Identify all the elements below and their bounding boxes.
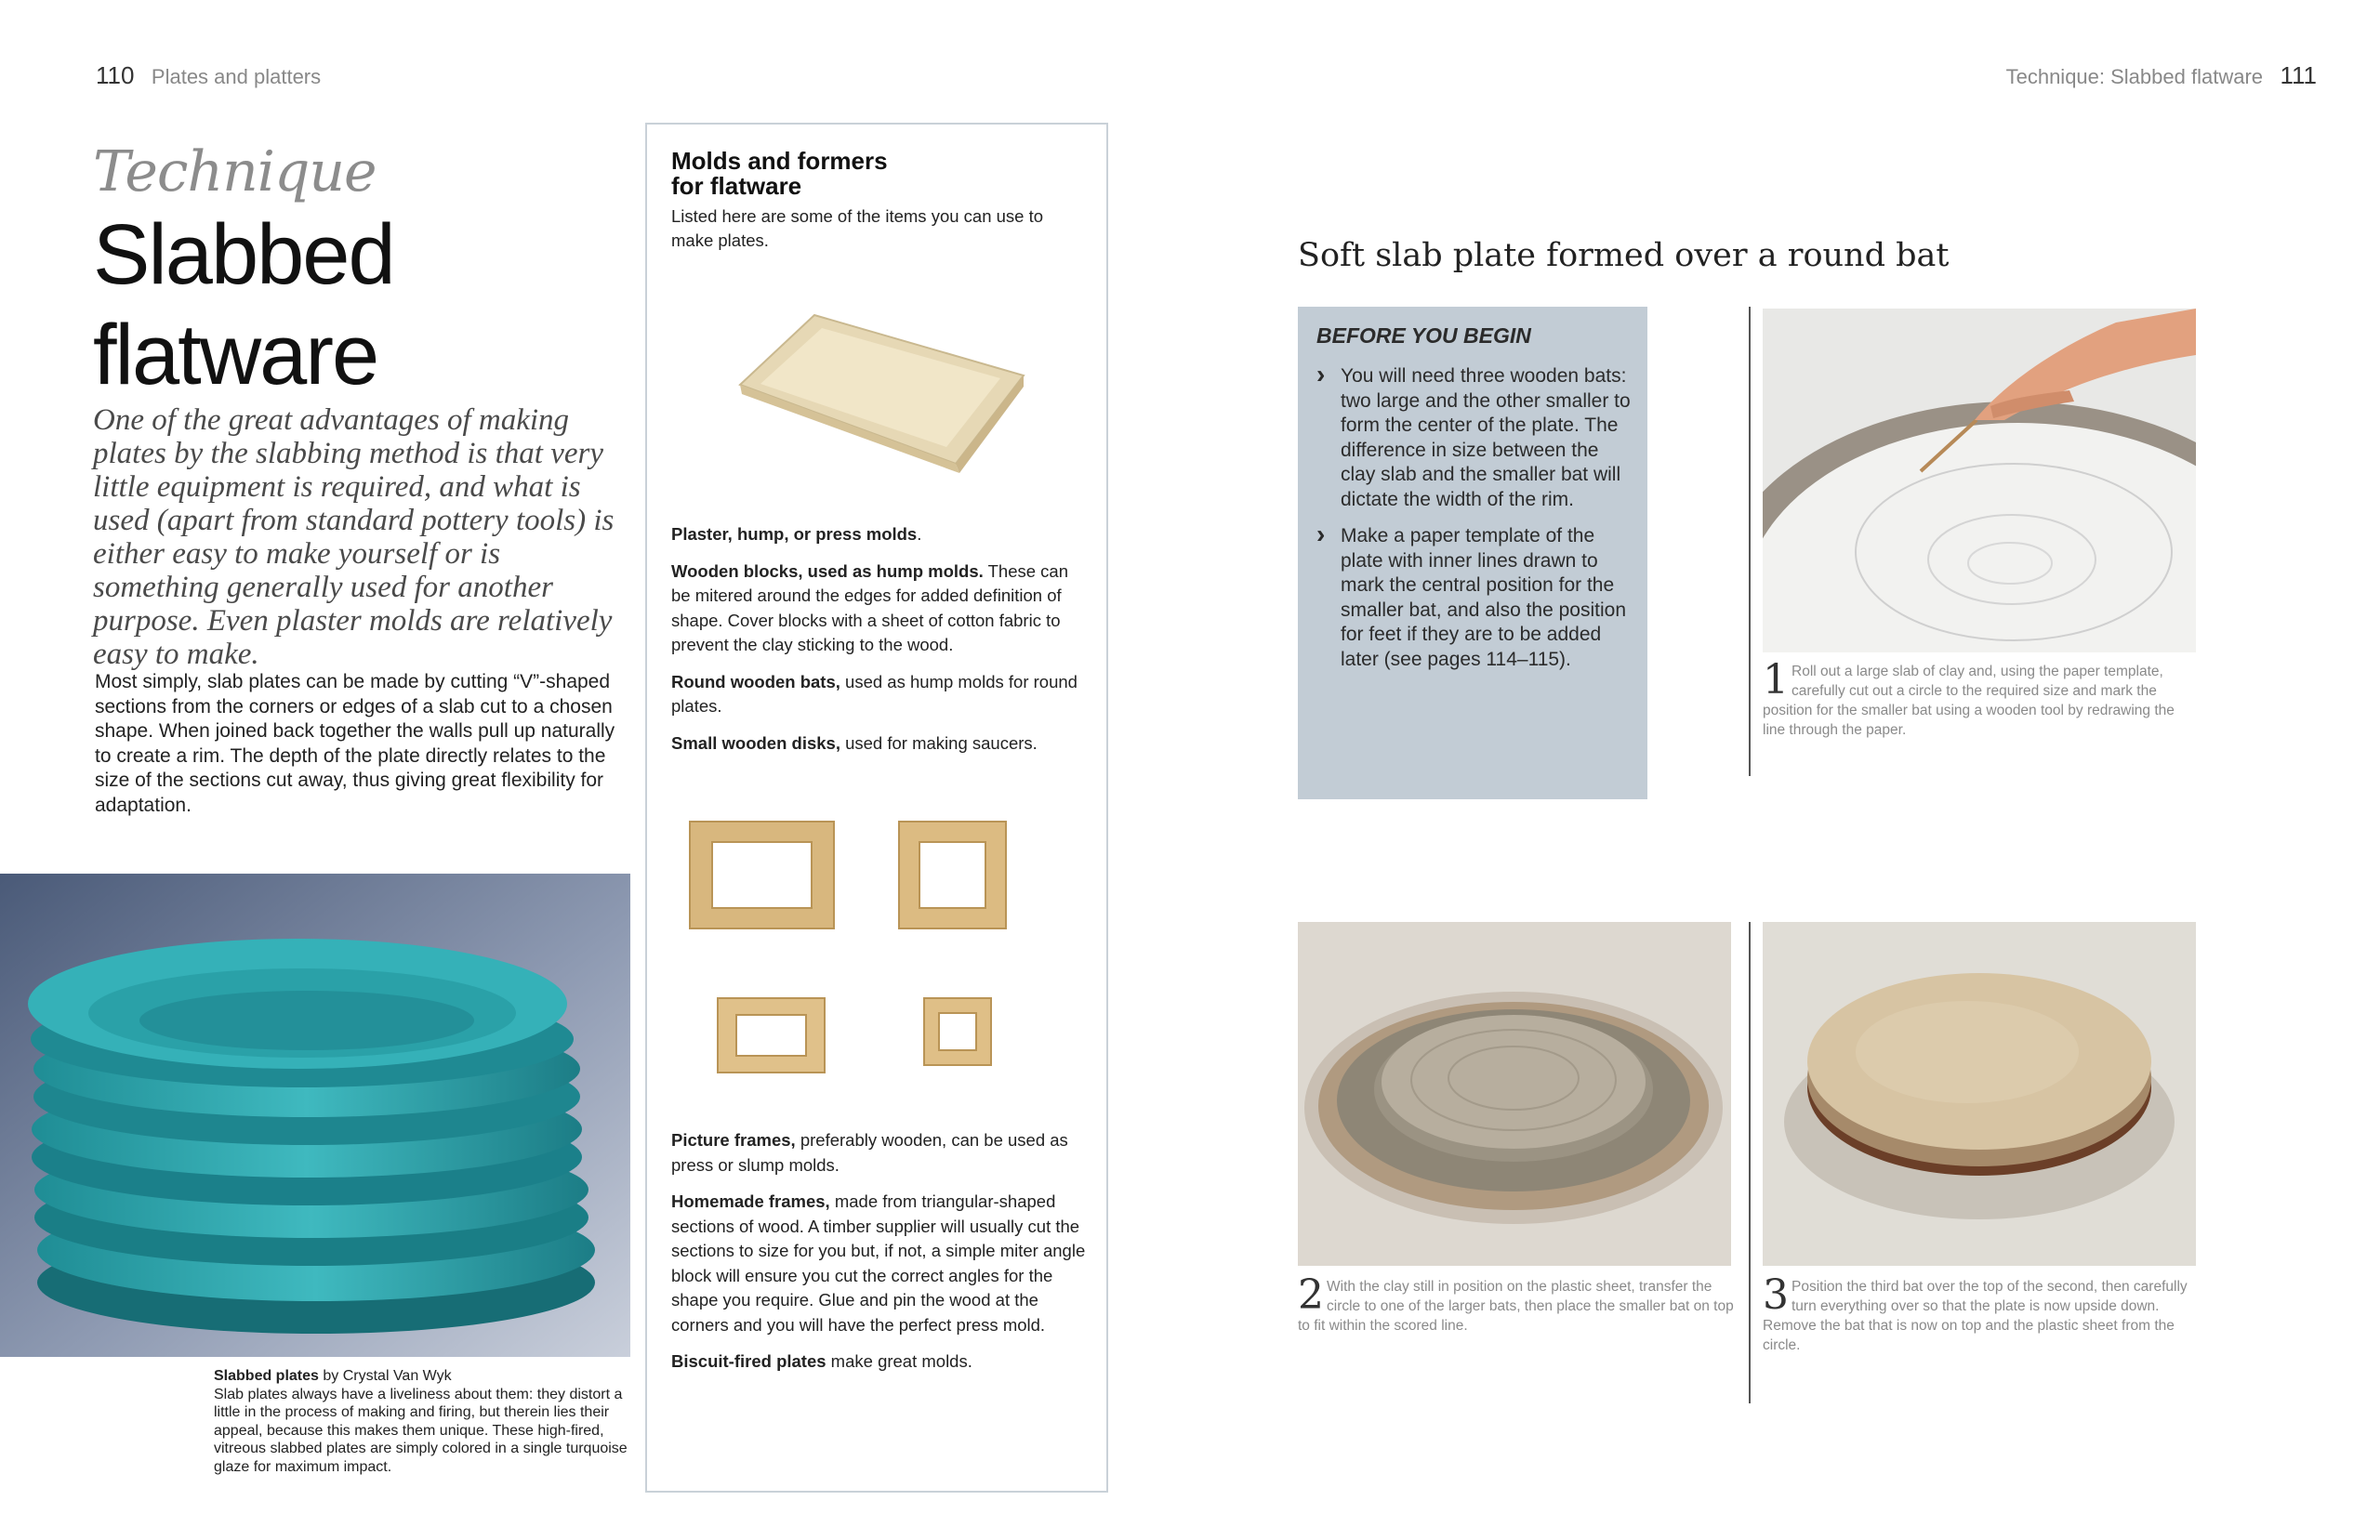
left-page-number: 110: [96, 61, 135, 89]
step-2-caption: [1298, 1271, 1735, 1336]
right-page-number: 111: [2280, 61, 2317, 89]
step-1-number: 1: [1763, 656, 1789, 704]
intro-paragraph: One of the great advantages of making plates by the slabbing method is that very little equipment is required, and what is used (apart from standard pottery tools) is either easy to make yourself or is something generally used for another purpose. Even plaster molds are relatively easy to make.: [93, 403, 615, 671]
step-1-text: Roll out a large slab of clay and, using the paper template, carefully cut out a circle to the required size and mark the position for the smaller bat using a wooden tool by redrawing the line through the paper.: [1763, 664, 2175, 738]
molds-sidebar: [645, 123, 1108, 1493]
before-you-begin-heading: BEFORE YOU BEGIN: [1316, 323, 1531, 348]
sidebar-item: Biscuit-fired plates make great molds.: [671, 1351, 972, 1371]
sidebar-item: Homemade frames, made from triangular-shaped sections of wood. A timber supplier will usually cut the sections to size for you but, if not, a simple miter angle block will ensure you cut the correct angles for the shape you require. Glue and pin the wood at the corners and you will have the perfect press mold.: [671, 1191, 1086, 1335]
slabbed-plates-photo: [0, 874, 630, 1357]
page-title: [93, 204, 394, 405]
caption-text: Slab plates always have a liveliness about them: they distort a little in the process of making and firing, but therein lies their appeal, because this makes them unique. These high-fired, vitreous slabbed plates are simply colored in a single turquoise glaze for maximum impact.: [214, 1386, 628, 1475]
step-3-text: Position the third bat over the top of the second, then carefully turn everything over so that the plate is now upside down. Remove the bat that is now on top and the plastic sheet from the circle.: [1763, 1279, 2188, 1353]
before-you-begin-list: [1316, 360, 1633, 672]
frame-large: [690, 822, 834, 928]
step-2-photo: [1298, 922, 1731, 1266]
step-1-photo: [1763, 309, 2196, 652]
left-header: [96, 61, 321, 90]
body-paragraph: Most simply, slab plates can be made by cutting “V”-shaped sections from the corners or edges of a slab cut to a chosen shape. When joined back together the walls pull up naturally to create a rim. The depth of the plate directly relates to the size of the sections cut away, thus giving great flexibility for adaptation.: [95, 671, 615, 816]
title-line-1: Slabbed: [93, 207, 394, 302]
sidebar-list-top: [671, 522, 1090, 756]
sidebar-item: Wooden blocks, used as hump molds. These can be mitered around the edges for added definition of shape. Cover blocks with a sheet of cotton fabric to prevent the clay sticking to the wood.: [671, 560, 1068, 654]
step-3-photo: [1763, 922, 2196, 1266]
right-running-head: Technique: Slabbed flatware: [2005, 65, 2264, 88]
sidebar-intro: Listed here are some of the items you can use to make plates.: [671, 206, 1044, 250]
right-header: [2006, 61, 2317, 90]
process-title: Soft slab plate formed over a round bat: [1298, 237, 1950, 274]
column-divider-bottom: [1749, 922, 1751, 1403]
sidebar-title: [671, 149, 888, 199]
technique-kicker: Technique: [93, 139, 377, 204]
step-1-caption: [1763, 656, 2196, 740]
step-2-number: 2: [1298, 1271, 1324, 1319]
before-item: › You will need three wooden bats: two large and the other smaller to form the center of the plate. The difference in size between the clay slab and the smaller bat will dictate the width of the rim.: [1316, 360, 1631, 510]
sidebar-item: Small wooden disks, used for making saucers.: [671, 732, 1038, 753]
sidebar-title-line-2: for flatware: [671, 172, 802, 200]
left-running-head: Plates and platters: [151, 65, 322, 88]
caption-title: Slabbed plates: [214, 1368, 319, 1384]
wooden-block-illustration: [703, 287, 1056, 492]
before-you-begin-box: [1298, 307, 1647, 799]
plate-stack: [28, 939, 595, 1334]
before-item: › Make a paper template of the plate with inner lines drawn to mark the central position for the smaller bat, and also the position for feet if they are to be added later (see pages 114–115).: [1316, 520, 1627, 670]
photo-caption: [214, 1367, 632, 1477]
sidebar-title-line-1: Molds and formers: [671, 147, 888, 175]
frame-medium: [718, 998, 825, 1073]
sidebar-item: Plaster, hump, or press molds.: [671, 524, 922, 544]
sidebar-item: Picture frames, preferably wooden, can be used as press or slump molds.: [671, 1130, 1068, 1175]
caption-byline: by Crystal Van Wyk: [318, 1368, 452, 1384]
step-3-number: 3: [1763, 1271, 1789, 1319]
sidebar-list-bottom: [671, 1128, 1090, 1375]
column-divider-top: [1749, 307, 1751, 776]
frame-small: [924, 998, 991, 1065]
frame-square: [899, 822, 1006, 928]
sidebar-item: Round wooden bats, used as hump molds for round plates.: [671, 671, 1078, 716]
step-2-text: With the clay still in position on the plastic sheet, transfer the circle to one of the larger bats, then place the smaller bat on top to fit within the scored line.: [1298, 1279, 1734, 1334]
title-line-2: flatware: [93, 308, 378, 402]
chevron-right-icon: ›: [1316, 520, 1326, 548]
picture-frames-illustration: [681, 803, 1071, 1119]
step-3-caption: [1763, 1271, 2200, 1355]
chevron-right-icon: ›: [1316, 360, 1326, 388]
